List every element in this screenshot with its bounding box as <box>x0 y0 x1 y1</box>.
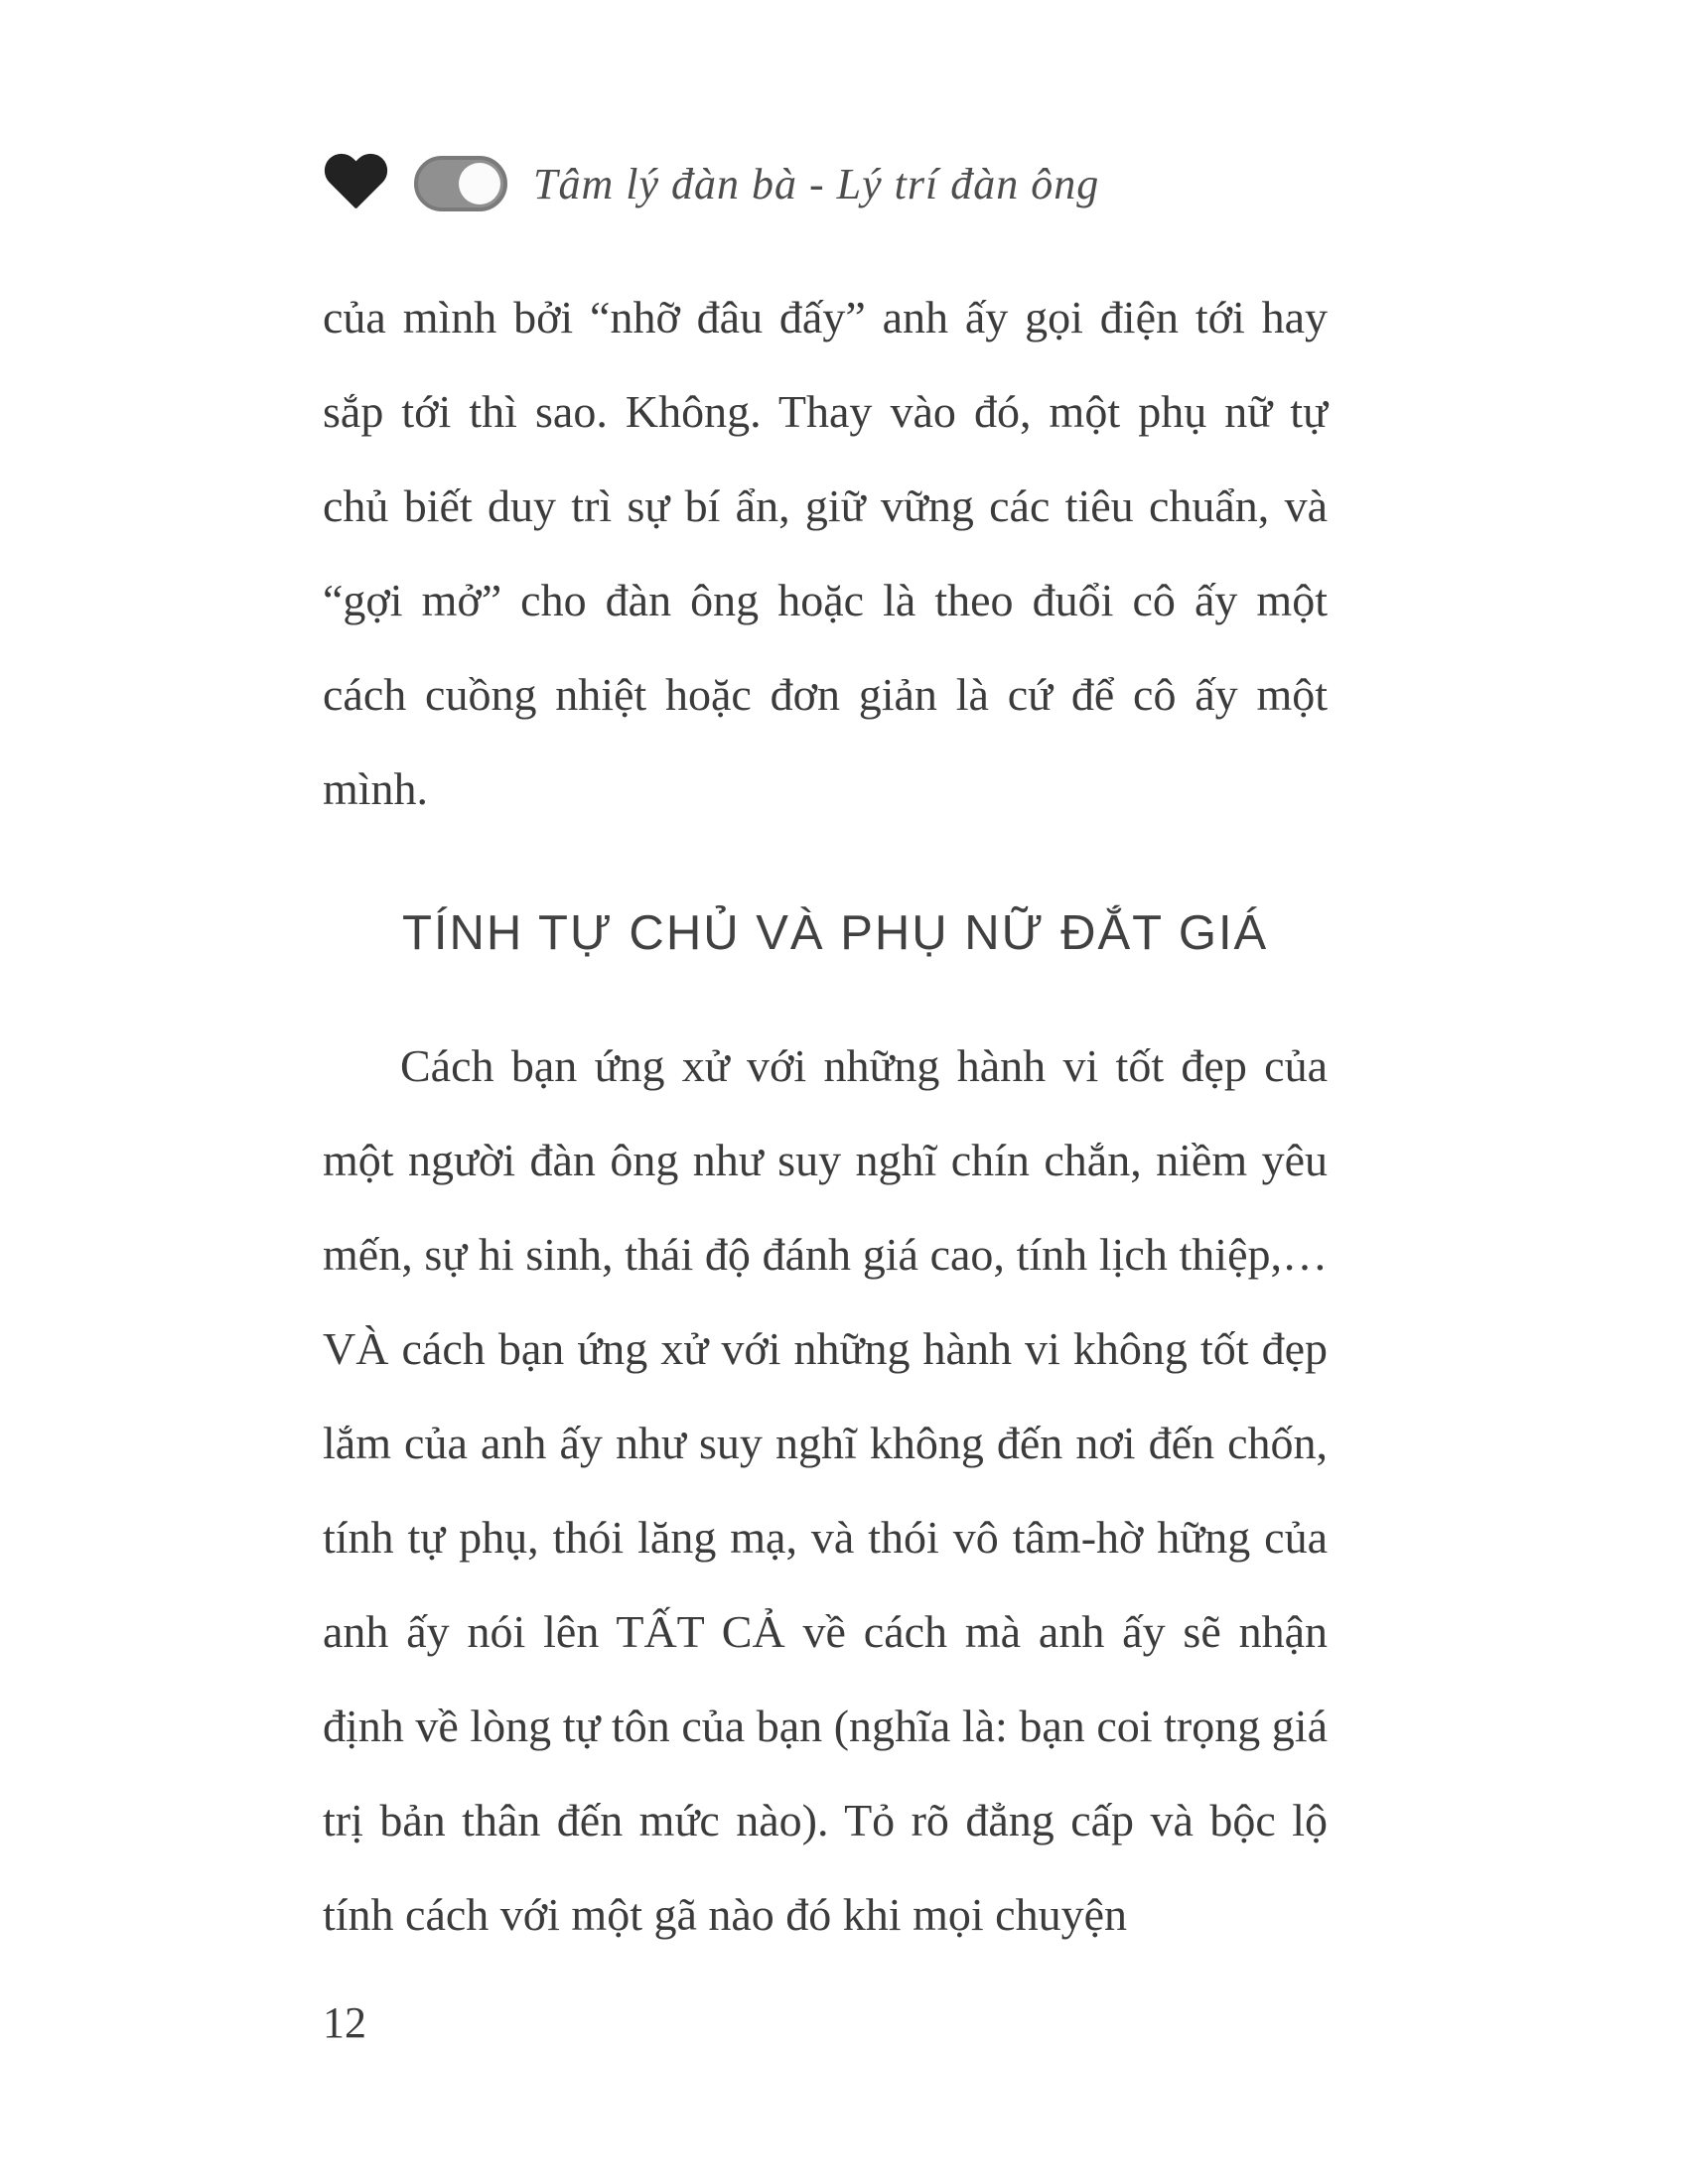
running-header-title: Tâm lý đàn bà - Lý trí đàn ông <box>533 159 1100 208</box>
section-heading: TÍNH TỰ CHỦ VÀ PHỤ NỮ ĐẮT GIÁ <box>402 906 1269 960</box>
toggle-icon <box>414 156 507 211</box>
heart-icon <box>323 155 388 212</box>
page-number: 12 <box>323 1998 366 2047</box>
page-header <box>323 149 1328 218</box>
toggle-knob-icon <box>459 163 500 205</box>
paragraph-section-body: Cách bạn ứng xử với những hành vi tốt đẹp của một người đàn ông như suy nghĩ chín chắn, niềm yêu mến, sự hi sinh, thái độ đánh giá cao, tính lịch thiệp,… VÀ cách bạn ứng xử với những hành vi không tốt đẹp lắm của anh ấy như suy nghĩ không đến nơi đến chốn, tính tự phụ, thói lăng mạ, và thói vô tâm-hờ hững của anh ấy nói lên TẤT CẢ về cách mà anh ấy sẽ nhận định về lòng tự tôn của bạn (nghĩa là: bạn coi trọng giá trị bản thân đến mức nào). Tỏ rõ đẳng cấp và bộc lộ tính cách với một gã nào đó khi mọi chuyện <box>323 1040 1328 1940</box>
paragraph-continuation: của mình bởi “nhỡ đâu đấy” anh ấy gọi điện tới hay sắp tới thì sao. Không. Thay vào đó, một phụ nữ tự chủ biết duy trì sự bí ẩn, giữ vững các tiêu chuẩn, và “gợi mở” cho đàn ông hoặc là theo đuổi cô ấy một cách cuồng nhiệt hoặc đơn giản là cứ để cô ấy một mình. <box>323 292 1328 814</box>
page-content <box>323 149 1328 1962</box>
